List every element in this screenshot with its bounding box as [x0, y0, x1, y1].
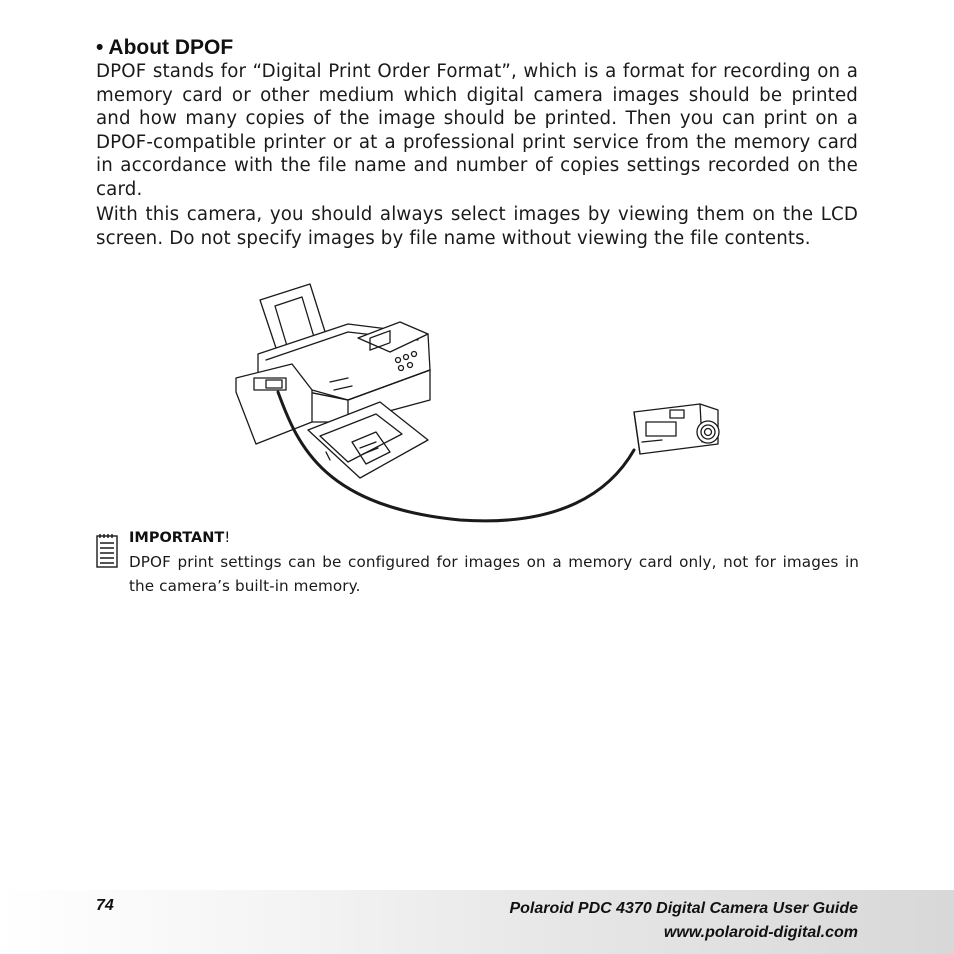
important-note-text: DPOF print settings can be configured for images on a memory card only, not for images in the camera’s built-in memory. — [129, 553, 859, 595]
website-url: www.polaroid-digital.com — [663, 924, 858, 941]
camera-icon — [634, 404, 719, 454]
section-heading: • About DPOF — [96, 36, 234, 59]
notepad-icon — [94, 533, 120, 569]
important-label: IMPORTANT! — [129, 530, 231, 546]
page-number: 74 — [96, 897, 114, 914]
intro-paragraph: DPOF stands for “Digital Print Order Format”, which is a format for recording on a memory card or other medium which digital camera images should be printed and how many copies of the image should be printed. Then you can print on a DPOF-compatible printer or at a professional print service from the memory card in accordance with the file name and number of copies settings recorded on the card. — [96, 61, 858, 200]
cable-icon — [278, 392, 634, 521]
guide-title: Polaroid PDC 4370 Digital Camera User Guide — [509, 900, 858, 917]
printer-camera-illustration — [230, 282, 730, 528]
printer-icon — [236, 284, 430, 478]
selection-paragraph: With this camera, you should always select images by viewing them on the LCD screen. Do not specify images by file name without viewing the file contents. — [96, 204, 858, 249]
